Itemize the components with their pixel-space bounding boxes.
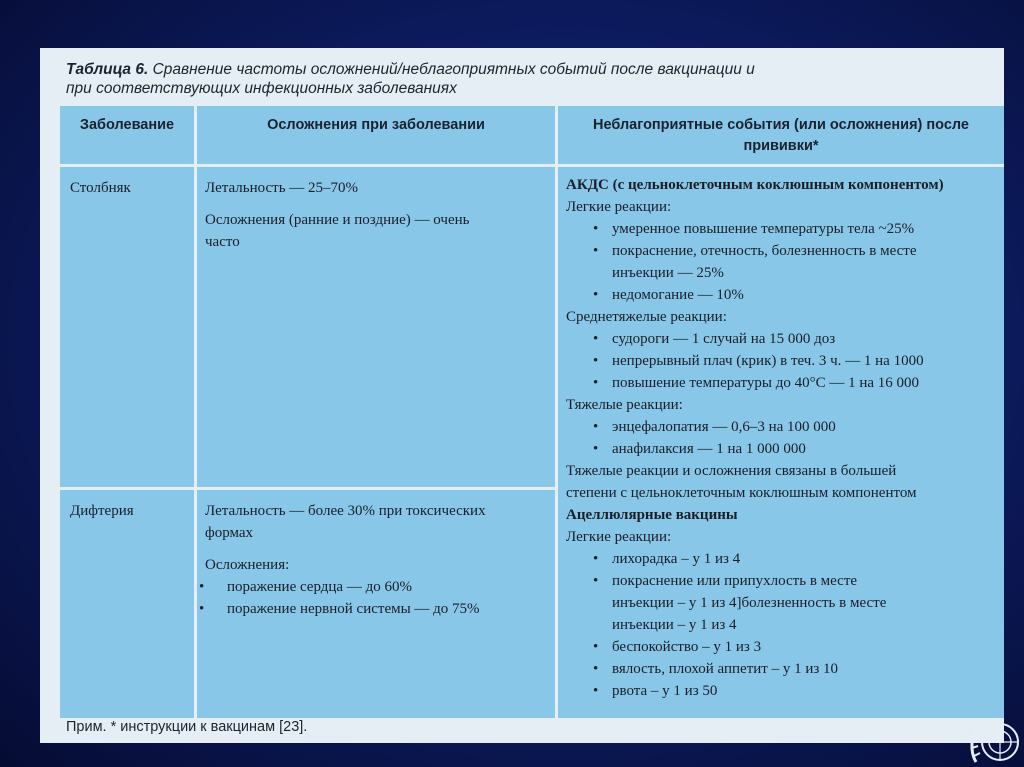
header-complications-label: Осложнения при заболевании [267, 117, 485, 133]
akds-moderate-label: Среднетяжелые реакции: [566, 309, 727, 325]
acellular-item [566, 570, 1004, 636]
tetanus-complications-cell [197, 167, 555, 487]
diphtheria-complication-item [199, 598, 555, 620]
diphtheria-complications-cell [197, 490, 555, 718]
diphtheria-mortality-line1: Летальность — более 30% при токсических [205, 503, 486, 519]
header-adverse-line2: прививки* [743, 138, 819, 154]
adverse-events-cell [558, 167, 1004, 718]
diphtheria-name: Дифтерия [70, 503, 134, 519]
caption-text-line2: при соответствующих инфекционных заболеваниях [66, 80, 457, 97]
diphtheria-mortality-line2: формах [205, 525, 254, 541]
tetanus-mortality: Летальность — 25–70% [205, 180, 359, 196]
diphtheria-disease-cell [60, 490, 194, 718]
tetanus-disease-cell [60, 167, 194, 487]
acellular-item [566, 680, 1004, 702]
bullet-icon: • [593, 661, 599, 677]
acellular-item [566, 548, 1004, 570]
akds-mild-text: недомогание — 10% [612, 287, 744, 303]
table-caption [66, 60, 786, 98]
akds-moderate-item [566, 372, 1004, 394]
akds-severe-note-line1: Тяжелые реакции и осложнения связаны в большей [566, 463, 897, 479]
bullet-icon: • [593, 287, 599, 303]
bullet-icon: • [593, 375, 599, 391]
akds-mild-item [566, 218, 1004, 240]
tetanus-complications-line2: часто [205, 234, 240, 250]
akds-moderate-text: повышение температуры до 40°С — 1 на 16 000 [612, 375, 920, 391]
un-emblem-icon [966, 712, 1024, 767]
akds-mild-text-continued: инъекции — 25% [612, 265, 724, 281]
header-disease-label: Заболевание [79, 117, 175, 133]
akds-mild-item [566, 240, 1004, 284]
acellular-text-continued: инъекции – у 1 из 4]болезненность в месте [612, 595, 887, 611]
acellular-title: Ацеллюлярные вакцины [566, 507, 738, 523]
acellular-item [566, 636, 1004, 658]
akds-mild-text: покраснение, отечность, болезненность в месте [612, 243, 917, 259]
acellular-text: рвота – у 1 из 50 [612, 683, 718, 699]
acellular-mild-label: Легкие реакции: [566, 529, 672, 545]
akds-mild-item [566, 284, 1004, 306]
bullet-icon: • [593, 243, 599, 259]
header-disease [60, 106, 194, 164]
akds-moderate-item [566, 350, 1004, 372]
bullet-icon: • [593, 551, 599, 567]
acellular-item [566, 658, 1004, 680]
caption-label: Таблица 6. [66, 61, 149, 78]
akds-title: АКДС (с цельноклеточным коклюшным компонентом) [566, 177, 944, 193]
acellular-text: покраснение или припухлость в месте [612, 573, 858, 589]
header-adverse-events [558, 106, 1004, 164]
akds-moderate-text: непрерывный плач (крик) в теч. 3 ч. — 1 на 1000 [612, 353, 924, 369]
bullet-icon: • [593, 353, 599, 369]
akds-mild-label: Легкие реакции: [566, 199, 672, 215]
bullet-icon: • [593, 331, 599, 347]
diphtheria-complication-text: поражение сердца — до 60% [227, 579, 412, 595]
acellular-text: беспокойство – у 1 из 3 [612, 639, 762, 655]
akds-moderate-text: судороги — 1 случай на 15 000 доз [612, 331, 836, 347]
acellular-text-continued: инъекции – у 1 из 4 [612, 617, 737, 633]
bullet-icon: • [593, 573, 599, 589]
caption-text-line1: Сравнение частоты осложнений/неблагоприятных событий после вакцинации и [152, 61, 755, 78]
header-complications [197, 106, 555, 164]
akds-severe-label: Тяжелые реакции: [566, 397, 683, 413]
akds-severe-item [566, 416, 1004, 438]
akds-severe-item [566, 438, 1004, 460]
akds-severe-text: анафилаксия — 1 на 1 000 000 [612, 441, 806, 457]
akds-severe-text: энцефалопатия — 0,6–3 на 100 000 [612, 419, 836, 435]
header-adverse-line1: Неблагоприятные события (или осложнения) после [593, 117, 969, 133]
diphtheria-complications-label: Осложнения: [205, 557, 290, 573]
bullet-icon: • [199, 579, 205, 595]
bullet-icon: • [593, 441, 599, 457]
diphtheria-complication-text: поражение нервной системы — до 75% [227, 601, 480, 617]
bullet-icon: • [593, 419, 599, 435]
bullet-icon: • [593, 221, 599, 237]
document-sheet [40, 48, 1004, 743]
footnote: Прим. * инструкции к вакцинам [23]. [66, 719, 308, 735]
acellular-text: лихорадка – у 1 из 4 [612, 551, 741, 567]
akds-severe-note-line2: степени с цельноклеточным коклюшным компонентом [566, 485, 917, 501]
bullet-icon: • [593, 639, 599, 655]
diphtheria-complication-item [199, 576, 555, 598]
bullet-icon: • [199, 601, 205, 617]
akds-moderate-item [566, 328, 1004, 350]
tetanus-name: Столбняк [70, 180, 131, 196]
akds-mild-text: умеренное повышение температуры тела ~25% [612, 221, 915, 237]
comparison-table [60, 106, 1004, 718]
tetanus-complications-line1: Осложнения (ранние и поздние) — очень [205, 212, 470, 228]
bullet-icon: • [593, 683, 599, 699]
acellular-text: вялость, плохой аппетит – у 1 из 10 [612, 661, 839, 677]
